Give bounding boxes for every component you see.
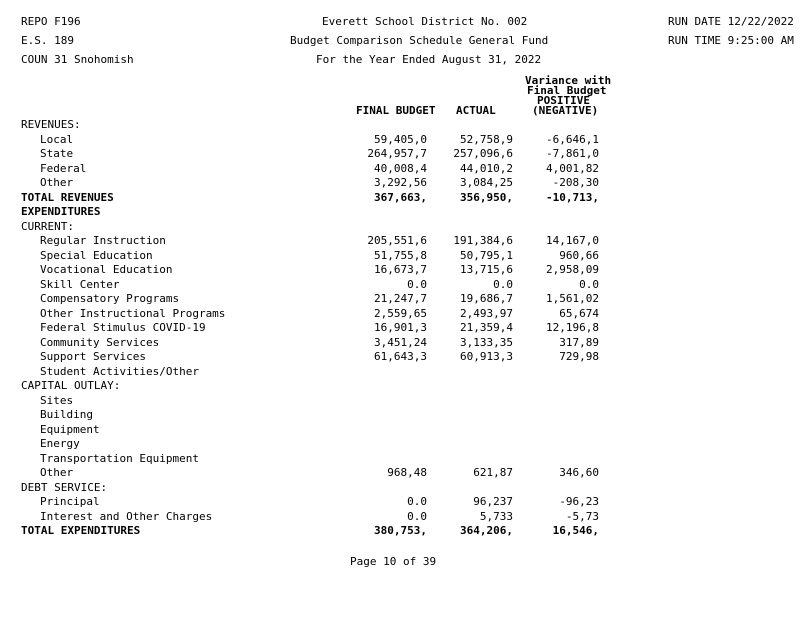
final-budget-header: FINAL BUDGET <box>356 104 436 117</box>
district-name: Everett School District No. 002 <box>322 15 528 28</box>
variance-header-line3: POSITIVE <box>537 94 590 107</box>
actual-cell: 13,715,6 <box>460 263 513 276</box>
row-label: Support Services <box>40 350 146 363</box>
final-budget-cell: 380,753, <box>374 524 427 537</box>
table-row <box>0 423 800 437</box>
table-row <box>0 249 800 263</box>
report-title: Budget Comparison Schedule General Fund <box>290 34 549 47</box>
table-row <box>0 394 800 408</box>
row-label: Federal <box>40 161 87 175</box>
variance-cell: 1,561,02 <box>546 292 599 305</box>
variance-cell: -7,861,0 <box>546 147 599 160</box>
table-row <box>0 263 800 277</box>
row-label: CURRENT: <box>21 219 74 233</box>
final-budget-cell: 3,292,56 <box>374 176 427 189</box>
final-budget-cell: 59,405,0 <box>374 132 427 146</box>
row-label: Special Education <box>40 248 153 262</box>
row-label: Compensatory Programs <box>40 292 180 305</box>
table-row <box>0 379 800 393</box>
actual-cell: 257,096,6 <box>453 147 513 160</box>
table-row <box>0 408 800 422</box>
actual-cell: 621,87 <box>473 466 513 479</box>
table-row <box>0 452 800 466</box>
row-label: Equipment <box>40 422 100 436</box>
table-row <box>0 234 800 248</box>
variance-cell: 65,674 <box>559 306 599 320</box>
final-budget-cell: 968,48 <box>387 466 427 479</box>
row-label: Principal <box>40 495 100 508</box>
variance-cell: -10,713, <box>546 190 599 204</box>
table-row <box>0 481 800 495</box>
actual-cell: 5,733 <box>479 509 513 523</box>
table-row <box>0 191 800 205</box>
report-period: For the Year Ended August 31, 2022 <box>316 53 542 66</box>
row-label: State <box>40 147 74 160</box>
final-budget-cell: 0.0 <box>407 495 427 508</box>
table-row <box>0 307 800 321</box>
variance-cell: -96,23 <box>559 495 599 508</box>
actual-cell: 19,686,7 <box>460 292 513 305</box>
report-id: REPO F196 <box>21 15 81 28</box>
table-row <box>0 292 800 306</box>
table-row <box>0 510 800 524</box>
variance-cell: -5,73 <box>565 509 599 523</box>
table-row <box>0 220 800 234</box>
esd-number: E.S. 189 <box>21 34 74 47</box>
table-row <box>0 133 800 147</box>
row-label: Energy <box>40 437 80 450</box>
table-row <box>0 176 800 190</box>
variance-cell: 0.0 <box>579 277 599 291</box>
actual-cell: 364,206, <box>460 524 513 537</box>
table-row <box>0 365 800 379</box>
variance-cell: 16,546, <box>552 524 599 537</box>
row-label: Building <box>40 408 93 421</box>
actual-cell: 21,359,4 <box>460 321 513 334</box>
actual-header: ACTUAL <box>456 104 496 117</box>
final-budget-cell: 0.0 <box>407 277 427 291</box>
row-label: DEBT SERVICE: <box>21 480 108 494</box>
row-label: Local <box>40 132 74 146</box>
row-label: TOTAL EXPENDITURES <box>21 524 141 537</box>
run-time: RUN TIME 9:25:00 AM <box>668 34 794 47</box>
final-budget-cell: 205,551,6 <box>367 234 427 247</box>
table-row <box>0 336 800 350</box>
actual-cell: 50,795,1 <box>460 248 513 262</box>
final-budget-cell: 0.0 <box>407 509 427 523</box>
row-label: EXPENDITURES <box>21 205 101 218</box>
row-label: Other <box>40 466 74 479</box>
actual-cell: 60,913,3 <box>460 350 513 363</box>
table-row <box>0 118 800 132</box>
variance-cell: 2,958,09 <box>546 263 599 276</box>
row-label: Skill Center <box>40 277 120 291</box>
final-budget-cell: 40,008,4 <box>374 161 427 175</box>
table-row <box>0 437 800 451</box>
table-row <box>0 495 800 509</box>
page-number: Page 10 of 39 <box>350 555 437 568</box>
variance-cell: 960,66 <box>559 248 599 262</box>
actual-cell: 96,237 <box>473 495 513 508</box>
variance-cell: -6,646,1 <box>546 132 599 146</box>
row-label: Other <box>40 176 74 189</box>
row-label: Student Activities/Other <box>40 364 199 378</box>
row-label: Sites <box>40 393 74 407</box>
row-label: Interest and Other Charges <box>40 509 213 523</box>
table-row <box>0 466 800 480</box>
final-budget-cell: 367,663, <box>374 190 427 204</box>
row-label: TOTAL REVENUES <box>21 190 114 204</box>
variance-cell: 12,196,8 <box>546 321 599 334</box>
actual-cell: 44,010,2 <box>460 161 513 175</box>
variance-cell: 14,167,0 <box>546 234 599 247</box>
final-budget-cell: 264,957,7 <box>367 147 427 160</box>
actual-cell: 3,133,35 <box>460 335 513 349</box>
variance-header-line1: Variance with <box>525 74 612 87</box>
table-row <box>0 205 800 219</box>
variance-cell: 4,001,82 <box>546 161 599 175</box>
final-budget-cell: 51,755,8 <box>374 248 427 262</box>
row-label: Vocational Education <box>40 263 173 276</box>
final-budget-cell: 21,247,7 <box>374 292 427 305</box>
variance-header-line4: (NEGATIVE) <box>532 104 599 117</box>
variance-header-line2: Final Budget <box>527 84 607 97</box>
actual-cell: 52,758,9 <box>460 132 513 146</box>
table-row <box>0 524 800 538</box>
actual-cell: 356,950, <box>460 190 513 204</box>
county: COUN 31 Snohomish <box>21 53 134 66</box>
row-label: CAPITAL OUTLAY: <box>21 379 121 392</box>
variance-cell: -208,30 <box>552 176 599 189</box>
final-budget-cell: 2,559,65 <box>374 306 427 320</box>
final-budget-cell: 16,901,3 <box>374 321 427 334</box>
row-label: Transportation Equipment <box>40 451 199 465</box>
table-row <box>0 321 800 335</box>
variance-cell: 317,89 <box>559 335 599 349</box>
table-row <box>0 162 800 176</box>
row-label: Federal Stimulus COVID-19 <box>40 321 206 334</box>
run-date: RUN DATE 12/22/2022 <box>668 15 794 28</box>
actual-cell: 0.0 <box>493 277 513 291</box>
final-budget-cell: 3,451,24 <box>374 335 427 349</box>
actual-cell: 191,384,6 <box>453 234 513 247</box>
actual-cell: 3,084,25 <box>460 176 513 189</box>
final-budget-cell: 16,673,7 <box>374 263 427 276</box>
variance-cell: 729,98 <box>559 350 599 363</box>
variance-cell: 346,60 <box>559 466 599 479</box>
actual-cell: 2,493,97 <box>460 306 513 320</box>
table-row <box>0 147 800 161</box>
table-row <box>0 350 800 364</box>
row-label: Community Services <box>40 335 160 349</box>
row-label: REVENUES: <box>21 118 81 131</box>
table-row <box>0 278 800 292</box>
final-budget-cell: 61,643,3 <box>374 350 427 363</box>
row-label: Regular Instruction <box>40 234 166 247</box>
row-label: Other Instructional Programs <box>40 306 226 320</box>
